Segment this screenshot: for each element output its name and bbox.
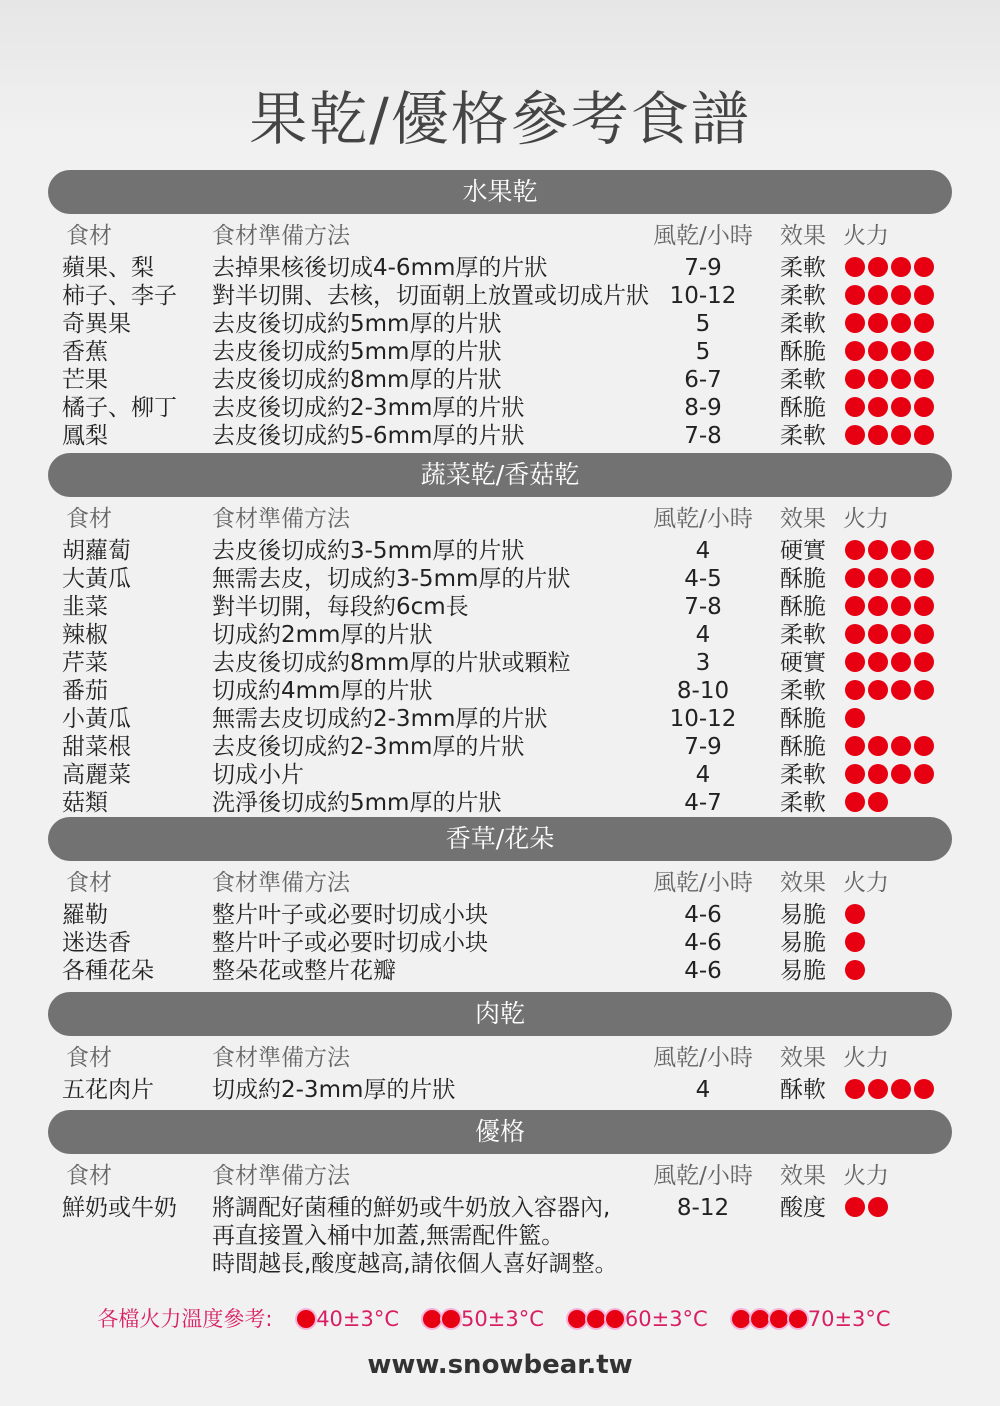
heat-level: [845, 1197, 891, 1219]
heat-dot-icon: [891, 1079, 911, 1099]
heat-dot-icon: [914, 652, 934, 672]
table-row: [48, 621, 952, 649]
heat-dot-icon: [868, 257, 888, 277]
table-row: [48, 565, 952, 593]
header-food: 食材: [66, 506, 112, 532]
heat-dot-icon: [891, 341, 911, 361]
heat-dot-icon: [891, 313, 911, 333]
heat-dot-icon: [868, 1079, 888, 1099]
dry-hours: 4-6: [684, 930, 722, 956]
legend-temp: 50±3°C: [461, 1307, 544, 1331]
table-row: [48, 1076, 952, 1104]
legend-level: [297, 1307, 399, 1331]
heat-dot-icon: [845, 708, 865, 728]
header-method: 食材準備方法: [212, 1163, 350, 1189]
prep-method: 去掉果核後切成4-6mm厚的片狀: [212, 255, 548, 281]
heat-dot-icon: [914, 624, 934, 644]
dry-hours: 3: [695, 650, 711, 676]
header-effect: 效果: [780, 223, 826, 249]
heat-level: [845, 397, 937, 419]
heat-dot-icon: [914, 397, 934, 417]
heat-level: [845, 624, 937, 646]
heat-dot-icon: [297, 1310, 315, 1328]
header-heat: 火力: [843, 223, 889, 249]
heat-dot-icon: [606, 1310, 624, 1328]
food-name: 大黃瓜: [62, 566, 131, 592]
prep-method: 去皮後切成約5-6mm厚的片狀: [212, 423, 525, 449]
table-row: [48, 733, 952, 761]
food-name: 迷迭香: [62, 930, 131, 956]
table-header: [48, 505, 952, 533]
heat-level: [845, 540, 937, 562]
heat-dot-icon: [914, 257, 934, 277]
heat-dot-icon: [845, 736, 865, 756]
table-row: [48, 282, 952, 310]
heat-level: [845, 680, 937, 702]
heat-dot-icon: [891, 764, 911, 784]
food-name: 各種花朵: [62, 958, 154, 984]
prep-method: 整片叶子或必要时切成小块: [212, 930, 488, 956]
dry-hours: 10-12: [669, 706, 737, 732]
heat-level: [845, 792, 891, 814]
heat-dot-icon: [845, 369, 865, 389]
header-method: 食材準備方法: [212, 223, 350, 249]
food-name: 蘋果、梨: [62, 255, 154, 281]
table-row: [48, 310, 952, 338]
dry-hours: 7-9: [684, 255, 722, 281]
heat-dot-icon: [868, 624, 888, 644]
page-title: 果乾/優格參考食譜: [249, 85, 751, 153]
prep-method: 去皮後切成約3-5mm厚的片狀: [212, 538, 525, 564]
effect: 柔軟: [780, 367, 826, 393]
table-header: [48, 1044, 952, 1072]
table-row: [48, 901, 952, 929]
effect: 硬實: [780, 538, 826, 564]
heat-dot-icon: [732, 1310, 750, 1328]
effect: 酥脆: [780, 566, 826, 592]
heat-level: [845, 1079, 937, 1101]
prep-method: 對半切開、去核，切面朝上放置或切成片狀: [212, 283, 649, 309]
heat-dot-icon: [891, 397, 911, 417]
prep-method: 切成約4mm厚的片狀: [212, 678, 433, 704]
effect: 酥脆: [780, 706, 826, 732]
heat-dot-icon: [845, 425, 865, 445]
header-method: 食材準備方法: [212, 870, 350, 896]
prep-method: 切成約2-3mm厚的片狀: [212, 1077, 456, 1103]
dry-hours: 4-6: [684, 958, 722, 984]
effect: 硬實: [780, 650, 826, 676]
heat-dot-icon: [914, 369, 934, 389]
table-row: [48, 338, 952, 366]
header-method: 食材準備方法: [212, 1045, 350, 1071]
header-time: 風乾/小時: [653, 1045, 753, 1071]
heat-dot-icon: [845, 257, 865, 277]
prep-method: 將調配好菌種的鮮奶或牛奶放入容器內,: [212, 1195, 611, 1221]
table-row: [48, 761, 952, 789]
heat-level: [845, 313, 937, 335]
food-name: 芒果: [62, 367, 108, 393]
prep-method: 對半切開，每段約6cm長: [212, 594, 469, 620]
dry-hours: 7-8: [684, 594, 722, 620]
section-title: 水果乾: [48, 170, 952, 214]
prep-method: 去皮後切成約2-3mm厚的片狀: [212, 734, 525, 760]
heat-dot-icon: [845, 596, 865, 616]
heat-dot-icon: [868, 596, 888, 616]
effect: 柔軟: [780, 255, 826, 281]
effect: 柔軟: [780, 311, 826, 337]
heat-dot-icon: [891, 568, 911, 588]
prep-method: 去皮後切成約8mm厚的片狀: [212, 367, 502, 393]
dry-hours: 4-6: [684, 902, 722, 928]
prep-method: 時間越長,酸度越高,請依個人喜好調整。: [212, 1251, 618, 1277]
effect: 柔軟: [780, 423, 826, 449]
header-time: 風乾/小時: [653, 223, 753, 249]
table-row: [48, 593, 952, 621]
section-herb-flower: [48, 817, 952, 985]
prep-method: 去皮後切成約2-3mm厚的片狀: [212, 395, 525, 421]
heat-dot-icon: [868, 313, 888, 333]
effect: 柔軟: [780, 283, 826, 309]
heat-dot-icon: [891, 736, 911, 756]
food-name: 甜菜根: [62, 734, 131, 760]
section-title: 肉乾: [48, 992, 952, 1036]
food-name: 高麗菜: [62, 762, 131, 788]
food-name: 五花肉片: [62, 1077, 154, 1103]
header-heat: 火力: [843, 1163, 889, 1189]
heat-dot-icon: [751, 1310, 769, 1328]
heat-dot-icon: [868, 369, 888, 389]
header-heat: 火力: [843, 506, 889, 532]
effect: 酥脆: [780, 395, 826, 421]
section-title: 蔬菜乾/香菇乾: [48, 453, 952, 497]
legend-level: [423, 1307, 544, 1331]
heat-dot-icon: [845, 792, 865, 812]
effect: 柔軟: [780, 790, 826, 816]
heat-level: [845, 257, 937, 279]
heat-dot-icon: [845, 960, 865, 980]
heat-dot-icon: [868, 764, 888, 784]
header-method: 食材準備方法: [212, 506, 350, 532]
heat-dot-icon: [914, 341, 934, 361]
dry-hours: 4-5: [684, 566, 722, 592]
heat-dot-icon: [868, 540, 888, 560]
prep-method: 切成約2mm厚的片狀: [212, 622, 433, 648]
section-meat: [48, 992, 952, 1104]
heat-level: [845, 708, 868, 730]
heat-dot-icon: [914, 285, 934, 305]
header-food: 食材: [66, 870, 112, 896]
legend-label: 各檔火力溫度參考:: [97, 1307, 273, 1331]
section-fruit: [48, 170, 952, 450]
prep-method: 切成小片: [212, 762, 304, 788]
effect: 柔軟: [780, 678, 826, 704]
heat-dot-icon: [845, 624, 865, 644]
food-name: 鳳梨: [62, 423, 108, 449]
heat-dot-icon: [891, 369, 911, 389]
table-row: [48, 394, 952, 422]
legend-level: [732, 1307, 891, 1331]
dry-hours: 8-12: [676, 1195, 730, 1221]
heat-dot-icon: [868, 652, 888, 672]
header-food: 食材: [66, 1163, 112, 1189]
heat-dot-icon: [845, 285, 865, 305]
header-time: 風乾/小時: [653, 870, 753, 896]
table-row: [48, 789, 952, 817]
heat-dot-icon: [845, 764, 865, 784]
heat-dot-icon: [442, 1310, 460, 1328]
table-row: [48, 1194, 952, 1222]
heat-dot-icon: [891, 596, 911, 616]
heat-dot-icon: [868, 1197, 888, 1217]
legend-temp: 60±3°C: [624, 1307, 708, 1331]
heat-dot-icon: [914, 540, 934, 560]
heat-dot-icon: [914, 425, 934, 445]
heat-dot-icon: [845, 568, 865, 588]
prep-method: 無需去皮，切成約3-5mm厚的片狀: [212, 566, 571, 592]
website-url: www.snowbear.tw: [367, 1350, 633, 1380]
prep-method: 去皮後切成約8mm厚的片狀或顆粒: [212, 650, 571, 676]
heat-dot-icon: [845, 932, 865, 952]
dry-hours: 4: [695, 538, 711, 564]
heat-dot-icon: [914, 736, 934, 756]
heat-level: [845, 425, 937, 447]
effect: 柔軟: [780, 622, 826, 648]
table-row: [48, 957, 952, 985]
food-name: 胡蘿蔔: [62, 538, 131, 564]
header-food: 食材: [66, 1045, 112, 1071]
section-title: 優格: [48, 1110, 952, 1154]
prep-method: 整朵花或整片花瓣: [212, 958, 396, 984]
effect: 酸度: [780, 1195, 826, 1221]
prep-method: 再直接置入桶中加蓋,無需配件籃。: [212, 1223, 565, 1249]
prep-method: 整片叶子或必要时切成小块: [212, 902, 488, 928]
heat-dot-icon: [868, 680, 888, 700]
dry-hours: 4: [695, 1077, 711, 1103]
heat-dot-icon: [914, 596, 934, 616]
header-effect: 效果: [780, 506, 826, 532]
food-name: 鮮奶或牛奶: [62, 1195, 177, 1221]
heat-level: [845, 341, 937, 363]
prep-method: 去皮後切成約5mm厚的片狀: [212, 339, 502, 365]
dry-hours: 4: [695, 762, 711, 788]
dry-hours: 8-10: [676, 678, 730, 704]
table-row: [48, 929, 952, 957]
dry-hours: 5: [695, 339, 711, 365]
heat-dot-icon: [891, 624, 911, 644]
table-row: [48, 366, 952, 394]
dry-hours: 5: [695, 311, 711, 337]
heat-dot-icon: [891, 652, 911, 672]
effect: 易脆: [780, 958, 826, 984]
heat-dot-icon: [423, 1310, 441, 1328]
heat-dot-icon: [845, 540, 865, 560]
food-name: 韭菜: [62, 594, 108, 620]
heat-level: [845, 932, 868, 954]
heat-dot-icon: [914, 568, 934, 588]
heat-dot-icon: [914, 1079, 934, 1099]
heat-level: [845, 764, 937, 786]
dry-hours: 6-7: [684, 367, 722, 393]
table-row: [48, 254, 952, 282]
dry-hours: 4: [695, 622, 711, 648]
legend-temp: 40±3°C: [316, 1307, 400, 1331]
heat-dot-icon: [891, 540, 911, 560]
heat-dot-icon: [568, 1310, 586, 1328]
table-row: [48, 537, 952, 565]
table-header: [48, 869, 952, 897]
effect: 酥脆: [780, 594, 826, 620]
food-name: 橘子、柳丁: [62, 395, 177, 421]
header-effect: 效果: [780, 1045, 826, 1071]
header-heat: 火力: [843, 1045, 889, 1071]
heat-dot-icon: [914, 764, 934, 784]
header-heat: 火力: [843, 870, 889, 896]
section-title: 香草/花朵: [48, 817, 952, 861]
table-row: [48, 649, 952, 677]
dry-hours: 8-9: [684, 395, 722, 421]
heat-dot-icon: [868, 425, 888, 445]
heat-level: [845, 369, 937, 391]
effect: 柔軟: [780, 762, 826, 788]
heat-legend: [0, 1303, 1000, 1333]
dry-hours: 10-12: [669, 283, 737, 309]
heat-dot-icon: [868, 285, 888, 305]
heat-dot-icon: [789, 1310, 807, 1328]
food-name: 柿子、李子: [62, 283, 177, 309]
section-yogurt: [48, 1110, 952, 1278]
table-row: [48, 422, 952, 450]
heat-level: [845, 285, 937, 307]
table-header: [48, 1162, 952, 1190]
heat-level: [845, 960, 868, 982]
food-name: 羅勒: [62, 902, 108, 928]
heat-dot-icon: [868, 341, 888, 361]
header-effect: 效果: [780, 870, 826, 896]
effect: 易脆: [780, 902, 826, 928]
heat-dot-icon: [891, 680, 911, 700]
header-food: 食材: [66, 223, 112, 249]
table-row: [48, 1250, 952, 1278]
heat-dot-icon: [868, 792, 888, 812]
food-name: 菇類: [62, 790, 108, 816]
heat-dot-icon: [845, 313, 865, 333]
legend-level: [568, 1307, 708, 1331]
table-row: [48, 677, 952, 705]
section-vegetable: [48, 453, 952, 817]
food-name: 香蕉: [62, 339, 108, 365]
heat-dot-icon: [845, 397, 865, 417]
effect: 酥脆: [780, 339, 826, 365]
heat-dot-icon: [868, 568, 888, 588]
dry-hours: 7-9: [684, 734, 722, 760]
heat-dot-icon: [845, 1197, 865, 1217]
heat-dot-icon: [845, 680, 865, 700]
dry-hours: 7-8: [684, 423, 722, 449]
heat-dot-icon: [891, 257, 911, 277]
heat-level: [845, 904, 868, 926]
heat-dot-icon: [891, 425, 911, 445]
heat-dot-icon: [845, 904, 865, 924]
heat-level: [845, 568, 937, 590]
food-name: 小黃瓜: [62, 706, 131, 732]
dry-hours: 4-7: [684, 790, 722, 816]
heat-dot-icon: [891, 285, 911, 305]
heat-dot-icon: [845, 341, 865, 361]
table-row: [48, 705, 952, 733]
prep-method: 去皮後切成約5mm厚的片狀: [212, 311, 502, 337]
food-name: 芹菜: [62, 650, 108, 676]
effect: 酥脆: [780, 734, 826, 760]
effect: 酥軟: [780, 1077, 826, 1103]
header-time: 風乾/小時: [653, 1163, 753, 1189]
heat-level: [845, 596, 937, 618]
header-effect: 效果: [780, 1163, 826, 1189]
heat-dot-icon: [845, 652, 865, 672]
heat-level: [845, 736, 937, 758]
prep-method: 洗淨後切成約5mm厚的片狀: [212, 790, 502, 816]
food-name: 番茄: [62, 678, 108, 704]
heat-dot-icon: [868, 397, 888, 417]
food-name: 辣椒: [62, 622, 108, 648]
heat-dot-icon: [914, 680, 934, 700]
heat-dot-icon: [868, 736, 888, 756]
food-name: 奇異果: [62, 311, 131, 337]
heat-level: [845, 652, 937, 674]
table-header: [48, 222, 952, 250]
effect: 易脆: [780, 930, 826, 956]
legend-temp: 70±3°C: [807, 1307, 891, 1331]
heat-dot-icon: [770, 1310, 788, 1328]
table-row: [48, 1222, 952, 1250]
heat-dot-icon: [587, 1310, 605, 1328]
heat-dot-icon: [914, 313, 934, 333]
header-time: 風乾/小時: [653, 506, 753, 532]
prep-method: 無需去皮切成約2-3mm厚的片狀: [212, 706, 548, 732]
heat-dot-icon: [845, 1079, 865, 1099]
